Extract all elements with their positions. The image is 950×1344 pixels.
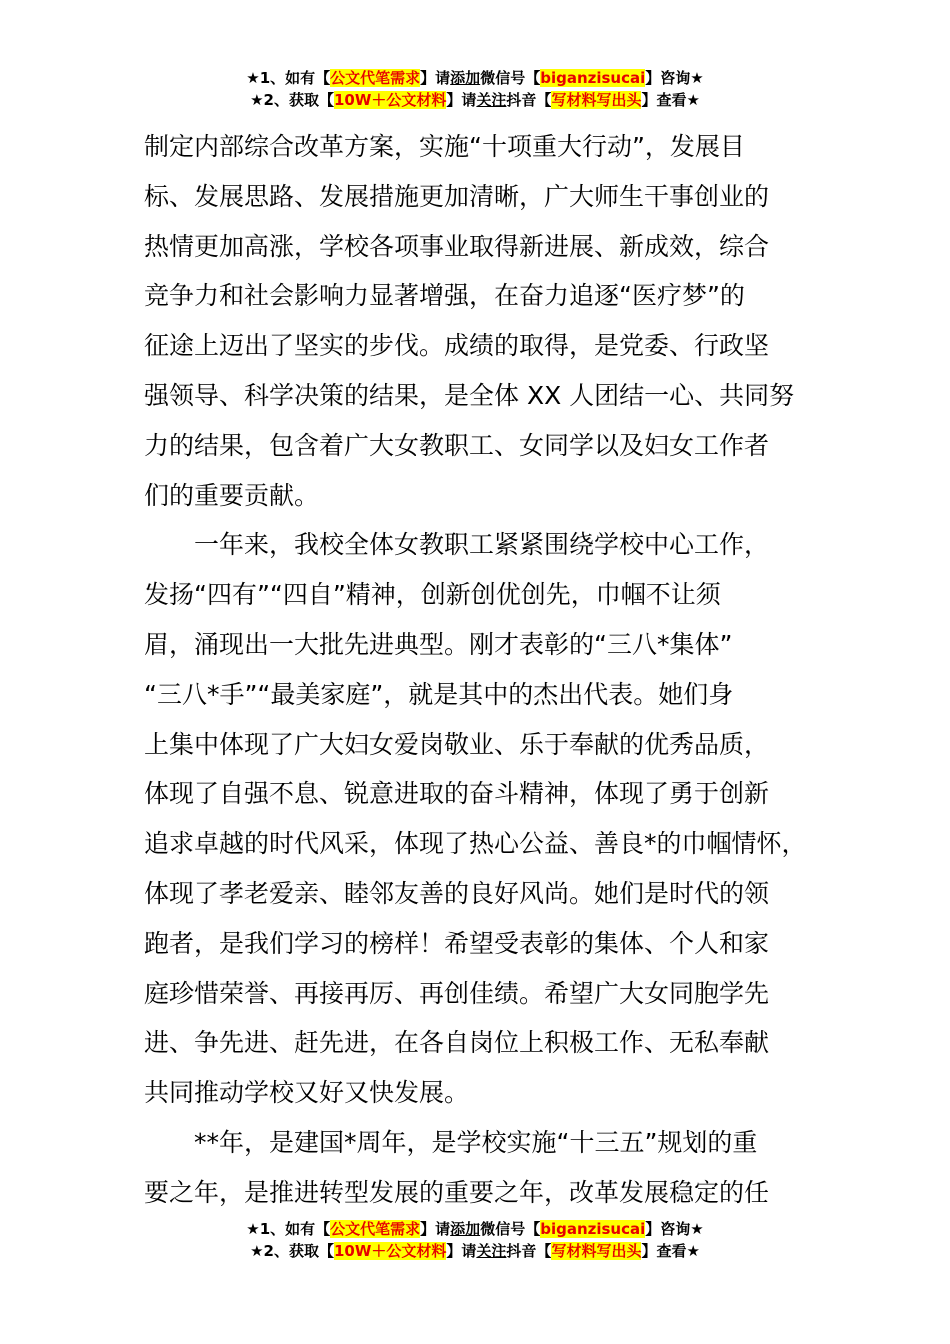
banner-text: 抖音【 bbox=[506, 91, 552, 109]
banner-text: 微信号【 bbox=[480, 1220, 541, 1238]
star-icon: ★ bbox=[690, 1220, 704, 1238]
banner-highlight-service: 公文代笔需求 bbox=[330, 1220, 421, 1238]
text-line: 体现了孝老爱亲、睦邻友善的良好风尚。她们是时代的领 bbox=[144, 878, 770, 908]
banner-text: 】请 bbox=[420, 69, 451, 87]
banner-text: 2、获取【 bbox=[263, 1242, 334, 1260]
text-line: 跑者，是我们学习的榜样！希望受表彰的集体、个人和家 bbox=[144, 928, 770, 958]
banner-text: 1、如有【 bbox=[259, 1220, 331, 1238]
star-icon: ★ bbox=[246, 1220, 260, 1238]
banner-text: 】请 bbox=[446, 91, 477, 109]
banner-text: 2、获取【 bbox=[263, 91, 334, 109]
banner-line-1 bbox=[0, 67, 950, 89]
banner-underline-add: 添加 bbox=[450, 1220, 481, 1238]
banner-highlight-douyin: 写材料写出头 bbox=[551, 91, 642, 109]
document-body bbox=[144, 122, 834, 1218]
text-line: 制定内部综合改革方案，实施“十项重大行动”，发展目 bbox=[144, 132, 745, 161]
banner-text: 1、如有【 bbox=[259, 69, 331, 87]
text-line: 征途上迈出了坚实的步伐。成绩的取得，是党委、行政坚 bbox=[144, 331, 770, 361]
text-line: 热情更加高涨，学校各项事业取得新进展、新成效，综合 bbox=[144, 231, 770, 261]
banner-text: 微信号【 bbox=[480, 69, 541, 87]
banner-highlight-wechat-id: biganzisucai bbox=[540, 69, 646, 87]
top-banner bbox=[0, 67, 950, 111]
text-line: 上集中体现了广大妇女爱岗敬业、乐于奉献的优秀品质， bbox=[144, 729, 770, 759]
banner-highlight-materials: 10W＋公文材料 bbox=[333, 1242, 447, 1260]
star-icon: ★ bbox=[690, 69, 704, 87]
text-line: **年，是建国*周年，是学校实施“十三五”规划的重 bbox=[144, 1127, 758, 1157]
star-icon: ★ bbox=[246, 69, 260, 87]
star-icon: ★ bbox=[686, 1242, 700, 1260]
text-line: 竞争力和社会影响力显著增强，在奋力追逐“医疗梦”的 bbox=[144, 281, 745, 311]
star-icon: ★ bbox=[250, 1242, 264, 1260]
star-icon: ★ bbox=[686, 91, 700, 109]
text-line: 眉，涌现出一大批先进典型。刚才表彰的“三八*集体” bbox=[144, 629, 733, 659]
text-line: “三八*手”“最美家庭”，就是其中的杰出代表。她们身 bbox=[144, 679, 734, 709]
banner-underline-follow: 关注 bbox=[476, 1242, 507, 1260]
bottom-banner bbox=[0, 1218, 950, 1262]
text-line: 强领导、科学决策的结果，是全体 XX 人团结一心、共同努 bbox=[144, 380, 795, 410]
star-icon: ★ bbox=[250, 91, 264, 109]
banner-line-2 bbox=[0, 1240, 950, 1262]
banner-line-1 bbox=[0, 1218, 950, 1240]
text-line: 要之年，是推进转型发展的重要之年，改革发展稳定的任 bbox=[144, 1177, 770, 1207]
text-line: 进、争先进、赶先进，在各自岗位上积极工作、无私奉献 bbox=[144, 1028, 770, 1058]
banner-highlight-wechat-id: biganzisucai bbox=[540, 1220, 646, 1238]
text-line: 标、发展思路、发展措施更加清晰，广大师生干事创业的 bbox=[144, 181, 770, 211]
text-line: 体现了自强不息、锐意进取的奋斗精神，体现了勇于创新 bbox=[144, 779, 770, 809]
banner-text: 】咨询 bbox=[645, 69, 691, 87]
banner-highlight-materials: 10W＋公文材料 bbox=[333, 91, 447, 109]
text-line: 共同推动学校又好又快发展。 bbox=[144, 1078, 470, 1108]
banner-text: 】咨询 bbox=[645, 1220, 691, 1238]
banner-highlight-douyin: 写材料写出头 bbox=[551, 1242, 642, 1260]
text-line: 一年来，我校全体女教职工紧紧围绕学校中心工作， bbox=[144, 530, 770, 560]
banner-text: 】请 bbox=[420, 1220, 451, 1238]
banner-text: 抖音【 bbox=[506, 1242, 552, 1260]
text-line: 庭珍惜荣誉、再接再厉、再创佳绩。希望广大女同胞学先 bbox=[144, 978, 770, 1008]
banner-underline-add: 添加 bbox=[450, 69, 481, 87]
banner-text: 】请 bbox=[446, 1242, 477, 1260]
banner-underline-follow: 关注 bbox=[476, 91, 507, 109]
text-line: 追求卓越的时代风采，体现了热心公益、善良*的巾帼情怀， bbox=[144, 829, 807, 859]
banner-highlight-service: 公文代笔需求 bbox=[330, 69, 421, 87]
banner-text: 】查看 bbox=[641, 91, 687, 109]
banner-line-2 bbox=[0, 89, 950, 111]
banner-text: 】查看 bbox=[641, 1242, 687, 1260]
text-line: 发扬“四有”“四自”精神，创新创优创先，巾帼不让须 bbox=[144, 580, 721, 610]
text-line: 们的重要贡献。 bbox=[144, 480, 320, 510]
text-line: 力的结果，包含着广大女教职工、女同学以及妇女工作者 bbox=[144, 430, 770, 460]
